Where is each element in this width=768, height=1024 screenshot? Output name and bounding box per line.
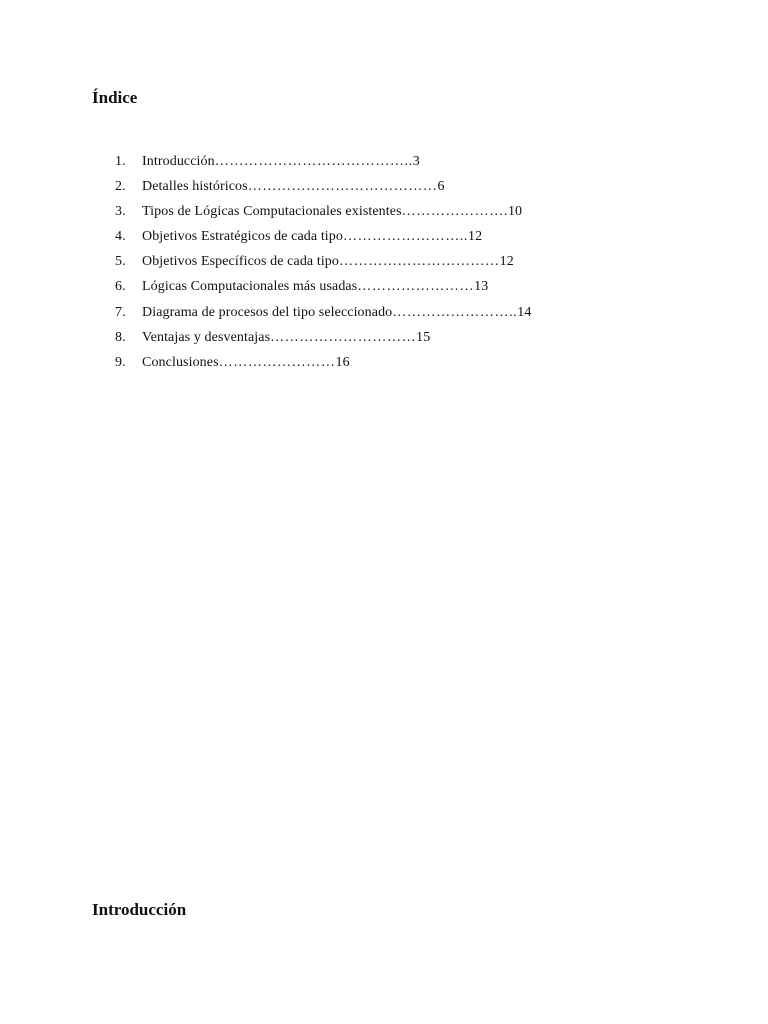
toc-entry-page: 12	[499, 254, 514, 270]
toc-entry-title: Introducción	[142, 154, 215, 169]
toc-entry-title: Diagrama de procesos del tipo seleccionado	[142, 304, 393, 320]
toc-entry-title: Objetivos Específicos de cada tipo	[142, 254, 340, 270]
toc-entry	[112, 353, 531, 378]
toc-entry-number: 2.	[115, 179, 126, 195]
introduction-heading: Introducción	[92, 900, 187, 919]
toc-entry-title: Ventajas y desventajas	[142, 329, 271, 345]
toc-entry	[112, 303, 531, 328]
toc-entry	[112, 152, 531, 177]
toc-entry-number: 7.	[115, 304, 126, 320]
toc-entry	[112, 227, 531, 252]
toc-entry-page: 16	[335, 354, 350, 370]
toc-entry-leader: ……………………..	[392, 304, 518, 320]
toc-entry-number: 1.	[115, 154, 126, 169]
toc-entry-number: 4.	[115, 229, 126, 245]
toc-entry	[112, 277, 531, 302]
toc-entry-page: 10	[507, 204, 523, 220]
toc-entry	[112, 177, 531, 202]
toc-entry-page: 12	[468, 229, 483, 245]
toc-entry-title: Objetivos Estratégicos de cada tipo	[142, 229, 343, 245]
index-heading: Índice	[92, 88, 138, 107]
toc-entry-page: 3	[412, 154, 420, 169]
toc-entry-leader: ………………….	[401, 204, 508, 220]
toc-entry-page: 14	[517, 304, 532, 320]
toc-entry-number: 5.	[115, 254, 126, 270]
toc-entry-leader: …………………………………	[247, 179, 438, 195]
toc-entry-page: 6	[437, 179, 445, 195]
toc-entry-leader: …………………………	[270, 329, 417, 345]
toc-entry-leader: ……………………………	[339, 254, 500, 270]
toc-entry-leader: ……………………	[357, 279, 475, 295]
toc-entry-number: 3.	[115, 204, 126, 220]
toc-entry-leader: …………………………………..	[214, 154, 413, 169]
toc-entry-number: 6.	[115, 279, 126, 295]
toc-entry-page: 15	[416, 329, 431, 345]
toc-entry-title: Detalles históricos	[142, 179, 248, 195]
toc-entry	[112, 202, 531, 227]
toc-entry	[112, 252, 531, 277]
toc-entry-page: 13	[474, 279, 489, 295]
toc-entry-title: Lógicas Computacionales más usadas	[142, 279, 358, 295]
toc-entry-leader: ……………………	[218, 354, 336, 370]
toc-entry-number: 9.	[115, 354, 126, 370]
toc-entry-title: Tipos de Lógicas Computacionales existentes	[142, 204, 402, 220]
toc-entry-number: 8.	[115, 329, 126, 345]
table-of-contents	[112, 152, 531, 378]
toc-entry-title: Conclusiones	[142, 354, 219, 370]
toc-entry	[112, 328, 531, 353]
toc-entry-leader: ……………………..	[343, 229, 468, 245]
